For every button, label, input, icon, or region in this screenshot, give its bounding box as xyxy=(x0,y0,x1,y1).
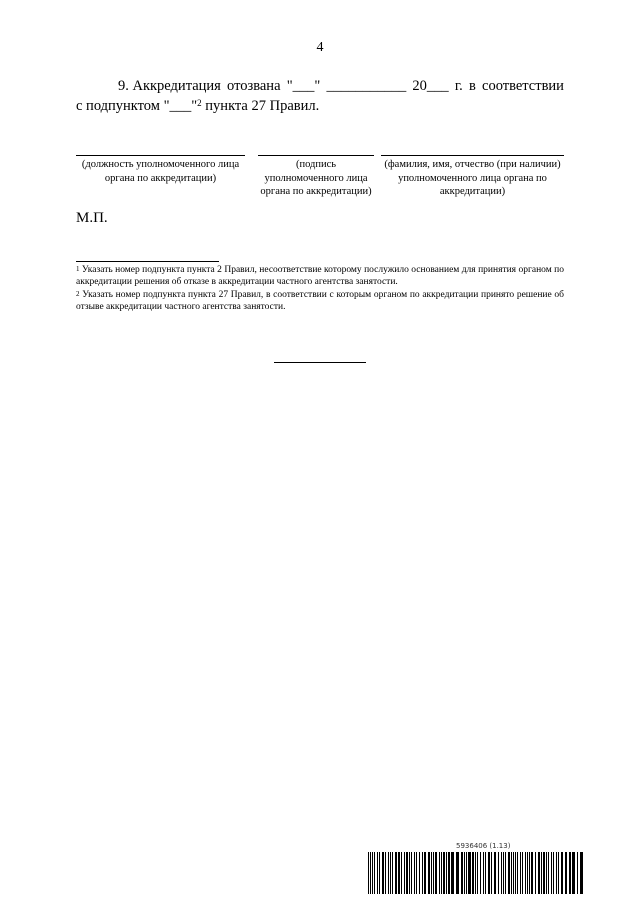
footnote-marker: 2 xyxy=(76,290,80,298)
footnote-text: Указать номер подпункта пункта 27 Правил, в соответствии с которым органом по аккредитации принято решение об отзыве аккредитации частного агентства занятости. xyxy=(76,290,564,312)
day-blank: "___" xyxy=(286,78,321,94)
signature-caption: (подпись уполномоченного лица органа по аккредитации) xyxy=(260,159,372,197)
footnote-marker: 1 xyxy=(76,265,80,273)
page-number: 4 xyxy=(316,40,324,55)
signature-caption: (должность уполномоченного лица органа по аккредитации) xyxy=(81,159,240,184)
signature-caption: (фамилия, имя, отчество (при наличии) уполномоченного лица органа по аккредитации) xyxy=(384,159,561,197)
end-of-document-line xyxy=(274,362,366,363)
signature-field-signature xyxy=(258,155,374,199)
paragraph-word: в xyxy=(468,78,476,94)
signature-line xyxy=(76,155,245,156)
stamp-place: М.П. xyxy=(76,210,108,226)
paragraph-word: г. xyxy=(454,78,463,94)
signature-field-fullname xyxy=(381,155,564,199)
paragraph-line-2 xyxy=(76,96,319,116)
paragraph-word: отозвана xyxy=(227,78,281,94)
paragraph-word: соответствии xyxy=(482,78,564,94)
footnote-1 xyxy=(76,264,564,288)
signature-line xyxy=(381,155,564,156)
paragraph-lead: 9. Аккредитация xyxy=(118,78,221,94)
footnote-separator xyxy=(76,261,219,262)
barcode-block xyxy=(368,842,584,898)
paragraph-line-1 xyxy=(76,76,564,96)
footnote-text: Указать номер подпункта пункта 2 Правил, несоответствие которому послужило основанием для принятия органом по аккредитации решения об отказе в аккредитации частного агентства занятости. xyxy=(76,265,564,287)
subpoint-text: с подпунктом "___" xyxy=(76,98,198,114)
footnote-ref: 2 xyxy=(197,98,202,108)
signature-line xyxy=(258,155,374,156)
rules-reference: пункта 27 Правил. xyxy=(201,98,320,114)
footnote-2 xyxy=(76,289,564,313)
barcode-icon xyxy=(368,852,584,894)
signature-field-position xyxy=(76,155,245,185)
month-blank: ___________ xyxy=(326,78,407,94)
year-blank: 20___ xyxy=(412,78,449,94)
barcode-label: 5936406 (1.13) xyxy=(456,842,511,850)
